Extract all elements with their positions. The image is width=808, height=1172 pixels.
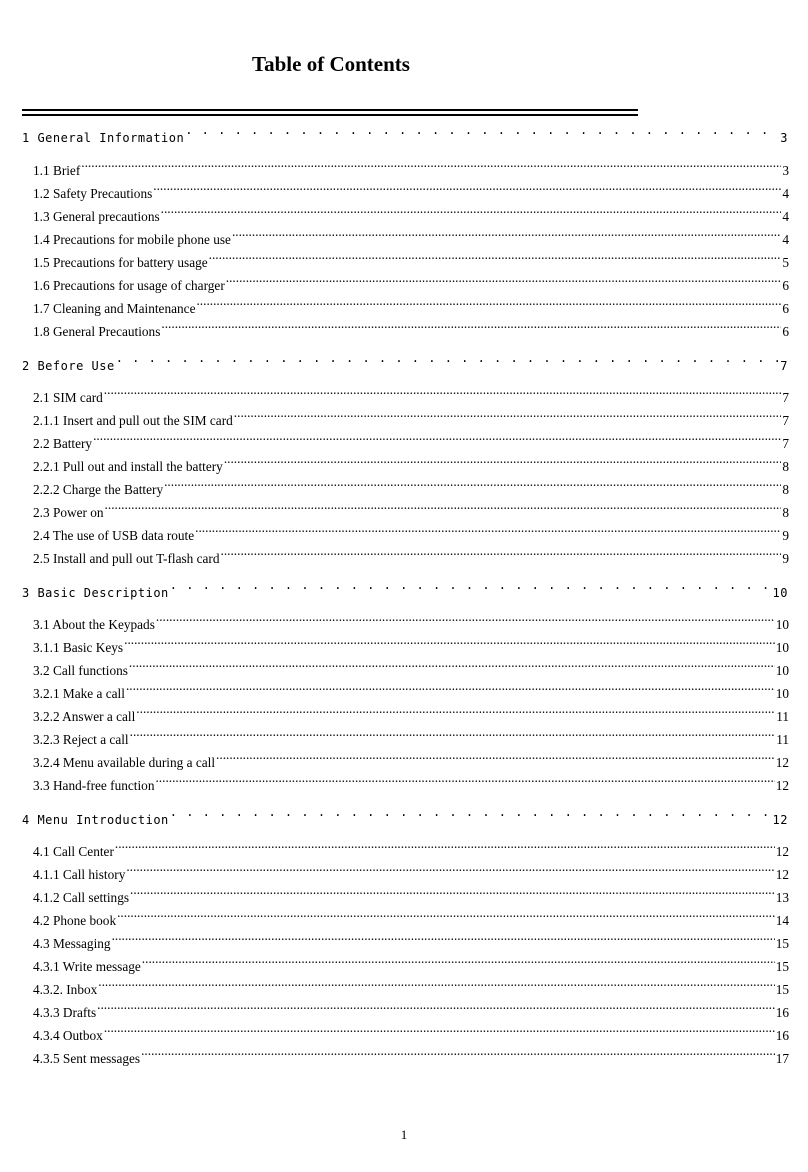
toc-entry-page: 15: [775, 959, 789, 974]
dot-leader: [81, 157, 781, 175]
toc-section-entry[interactable]: [33, 203, 789, 224]
toc-section-entry[interactable]: [33, 726, 789, 747]
toc-entry-page: 6: [782, 301, 789, 316]
toc-entry-label: 1.7 Cleaning and Maintenance: [33, 301, 196, 316]
toc-section-entry[interactable]: [33, 838, 789, 859]
toc-entry-label: 2.2.2 Charge the Battery: [33, 482, 164, 497]
toc-entry-page: 12: [775, 755, 789, 770]
toc-entry-page: 10: [775, 617, 789, 632]
toc-section-entry[interactable]: [33, 930, 789, 951]
toc-section-entry[interactable]: [33, 953, 789, 974]
toc-entry-label: 1.8 General Precautions: [33, 324, 161, 339]
dot-leader: [195, 522, 781, 540]
dot-leader: [97, 999, 775, 1017]
dot-leader: [117, 907, 775, 925]
toc-entry-label: 4.1 Call Center: [33, 844, 114, 859]
toc-entry-label: 4.3.4 Outbox: [33, 1028, 103, 1043]
toc-entry-page: 16: [775, 1005, 789, 1020]
dot-leader: [124, 634, 775, 652]
toc-entry-label: 4 Menu Introduction: [22, 813, 169, 827]
toc-entry-page: 16: [775, 1028, 789, 1043]
dot-leader: [170, 806, 772, 824]
dot-leader: [104, 1022, 775, 1040]
dot-leader: [155, 772, 774, 790]
dot-leader: [105, 499, 782, 517]
toc-entry-label: 1.5 Precautions for battery usage: [33, 255, 208, 270]
toc-entry-label: 2.2 Battery: [33, 436, 93, 451]
toc-entry-page: 7: [782, 436, 789, 451]
title-rule-bottom: [22, 114, 638, 116]
dot-leader: [136, 703, 775, 721]
toc-entry-label: 2.1.1 Insert and pull out the SIM card: [33, 413, 233, 428]
toc-entry-page: 10: [775, 686, 789, 701]
toc-section-entry[interactable]: [33, 157, 789, 178]
toc-entry-page: 3: [782, 163, 789, 178]
toc-entry-label: 1.3 General precautions: [33, 209, 160, 224]
toc-entry-label: 1.1 Brief: [33, 163, 81, 178]
toc-entry-label: 3.3 Hand-free function: [33, 778, 155, 793]
toc-entry-page: 10: [772, 586, 788, 600]
toc-entry-label: 4.3.1 Write message: [33, 959, 141, 974]
toc-entry-page: 12: [775, 844, 789, 859]
toc-entry-label: 2.3 Power on: [33, 505, 104, 520]
toc-entry-label: 4.3 Messaging: [33, 936, 111, 951]
toc-entry-label: 4.3.3 Drafts: [33, 1005, 97, 1020]
toc-section-entry[interactable]: [33, 180, 789, 201]
dot-leader: [142, 953, 775, 971]
toc-entry-label: 4.1.2 Call settings: [33, 890, 130, 905]
dot-leader: [126, 861, 774, 879]
dot-leader: [130, 726, 776, 744]
dot-leader: [170, 579, 772, 597]
toc-entry-page: 5: [782, 255, 789, 270]
toc-entry-label: 4.3.2. Inbox: [33, 982, 98, 997]
dot-leader: [216, 749, 775, 767]
toc-entry-page: 8: [782, 459, 789, 474]
toc-entry-page: 6: [782, 324, 789, 339]
toc-entry-label: 4.2 Phone book: [33, 913, 117, 928]
toc-section-entry[interactable]: [33, 272, 789, 293]
toc-section-entry[interactable]: [33, 999, 789, 1020]
toc-entry-page: 12: [772, 813, 788, 827]
toc-section-entry[interactable]: [33, 611, 789, 632]
toc-section-entry[interactable]: [33, 318, 789, 339]
toc-section-entry[interactable]: [33, 499, 789, 520]
dot-leader: [226, 272, 782, 290]
dot-leader: [129, 657, 775, 675]
title-rule-top: [22, 109, 638, 111]
toc-entry-label: 4.1.1 Call history: [33, 867, 126, 882]
toc-section-entry[interactable]: [33, 295, 789, 316]
toc-entry-page: 9: [782, 528, 789, 543]
toc-chapter-entry[interactable]: [22, 579, 788, 600]
dot-leader: [141, 1045, 775, 1063]
dot-leader: [153, 180, 781, 198]
toc-entry-page: 12: [775, 778, 789, 793]
toc-entry-label: 3.1 About the Keypads: [33, 617, 155, 632]
toc-entry-label: 3.2.3 Reject a call: [33, 732, 129, 747]
dot-leader: [161, 318, 781, 336]
toc-entry-label: 3.2.2 Answer a call: [33, 709, 136, 724]
toc-entry-label: 3.1.1 Basic Keys: [33, 640, 124, 655]
toc-section-entry[interactable]: [33, 907, 789, 928]
dot-leader: [115, 838, 775, 856]
toc-entry-label: 2.5 Install and pull out T-flash card: [33, 551, 220, 566]
toc-entry-page: 7: [782, 413, 789, 428]
toc-section-entry[interactable]: [33, 976, 789, 997]
toc-section-entry[interactable]: [33, 1022, 789, 1043]
toc-entry-page: 11: [776, 732, 789, 747]
dot-leader: [93, 430, 781, 448]
toc-entry-page: 10: [775, 640, 789, 655]
toc-entry-label: 1 General Information: [22, 131, 185, 145]
toc-chapter-entry[interactable]: [22, 124, 788, 145]
toc-section-entry[interactable]: [33, 226, 789, 247]
page-title: Table of Contents: [252, 52, 410, 76]
toc-section-entry[interactable]: [33, 476, 789, 497]
toc-section-entry[interactable]: [33, 430, 789, 451]
dot-leader: [104, 384, 782, 402]
toc-entry-page: 8: [782, 505, 789, 520]
toc-entry-page: 9: [782, 551, 789, 566]
toc-entry-label: 1.4 Precautions for mobile phone use: [33, 232, 231, 247]
dot-leader: [232, 226, 781, 244]
toc-entry-label: 2.4 The use of USB data route: [33, 528, 195, 543]
dot-leader: [196, 295, 781, 313]
toc-entry-page: 15: [775, 982, 789, 997]
toc-chapter-entry[interactable]: [22, 806, 788, 827]
dot-leader: [112, 930, 775, 948]
toc-section-entry[interactable]: [33, 703, 789, 724]
toc-entry-page: 7: [780, 359, 788, 373]
toc-entry-page: 4: [782, 186, 789, 201]
toc-entry-page: 8: [782, 482, 789, 497]
toc-entry-label: 2.1 SIM card: [33, 390, 103, 405]
page-number: 1: [400, 1127, 408, 1142]
toc-section-entry[interactable]: [33, 545, 789, 566]
toc-entry-label: 3 Basic Description: [22, 586, 169, 600]
toc-entry-page: 6: [782, 278, 789, 293]
toc-entry-page: 4: [782, 209, 789, 224]
toc-section-entry[interactable]: [33, 772, 789, 793]
dot-leader: [221, 545, 782, 563]
toc-section-entry[interactable]: [33, 680, 789, 701]
dot-leader: [209, 249, 782, 267]
toc-chapter-entry[interactable]: [22, 352, 788, 373]
toc-entry-label: 1.6 Precautions for usage of charger: [33, 278, 225, 293]
toc-entry-page: 14: [775, 913, 789, 928]
toc-entry-page: 11: [776, 709, 789, 724]
toc-entry-page: 12: [775, 867, 789, 882]
toc-section-entry[interactable]: [33, 522, 789, 543]
dot-leader: [156, 611, 775, 629]
toc-entry-label: 2 Before Use: [22, 359, 115, 373]
toc-entry-page: 15: [775, 936, 789, 951]
dot-leader: [164, 476, 781, 494]
toc-entry-page: 17: [775, 1051, 789, 1066]
dot-leader: [224, 453, 782, 471]
toc-entry-page: 13: [775, 890, 789, 905]
dot-leader: [98, 976, 774, 994]
toc-section-entry[interactable]: [33, 407, 789, 428]
toc-entry-label: 3.2 Call functions: [33, 663, 128, 678]
dot-leader: [185, 124, 779, 142]
toc-entry-label: 1.2 Safety Precautions: [33, 186, 153, 201]
toc-section-entry[interactable]: [33, 634, 789, 655]
toc-entry-label: 3.2.4 Menu available during a call: [33, 755, 216, 770]
toc-section-entry[interactable]: [33, 884, 789, 905]
dot-leader: [161, 203, 782, 221]
toc-entry-page: 10: [775, 663, 789, 678]
dot-leader: [126, 680, 775, 698]
dot-leader: [234, 407, 782, 425]
toc-entry-label: 2.2.1 Pull out and install the battery: [33, 459, 223, 474]
toc-entry-page: 3: [780, 131, 788, 145]
toc-section-entry[interactable]: [33, 384, 789, 405]
toc-section-entry[interactable]: [33, 861, 789, 882]
toc-entry-page: 4: [782, 232, 789, 247]
toc-entry-label: 4.3.5 Sent messages: [33, 1051, 141, 1066]
dot-leader: [116, 352, 780, 370]
toc-section-entry[interactable]: [33, 249, 789, 270]
toc-entry-page: 7: [782, 390, 789, 405]
toc-section-entry[interactable]: [33, 657, 789, 678]
toc-entry-label: 3.2.1 Make a call: [33, 686, 125, 701]
dot-leader: [130, 884, 775, 902]
toc-section-entry[interactable]: [33, 1045, 789, 1066]
toc-section-entry[interactable]: [33, 453, 789, 474]
toc-section-entry[interactable]: [33, 749, 789, 770]
